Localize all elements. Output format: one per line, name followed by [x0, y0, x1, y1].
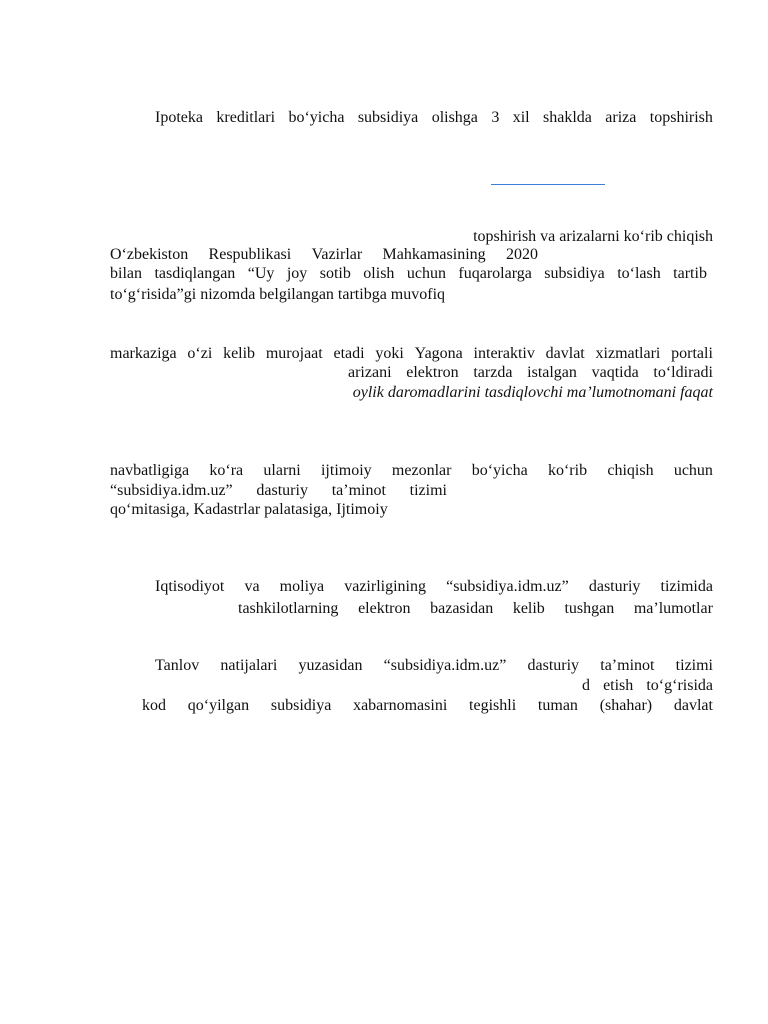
word: vazirligining [344, 578, 426, 595]
word: Mahkamasining [382, 246, 486, 263]
word: mezonlar [391, 462, 452, 479]
word: “Uy [247, 265, 275, 282]
word: sotib [319, 265, 351, 282]
word: “subsidiya.idm.uz” [383, 657, 507, 674]
word: kelib [512, 600, 545, 617]
word: 2020 [505, 246, 538, 263]
word: olish [363, 265, 395, 282]
word: bo‘yicha [288, 109, 345, 126]
word: Iqtisodiyot [155, 578, 225, 595]
word: dasturiy [256, 482, 308, 499]
section3-line2 [110, 481, 447, 501]
word: tarzda [473, 364, 513, 381]
word: tizimi [409, 482, 447, 499]
word: interaktiv [473, 345, 535, 362]
word: Ipoteka [155, 109, 203, 126]
word: ularni [263, 462, 301, 479]
word: shaklda [543, 109, 592, 126]
word: subsidiya [270, 697, 332, 714]
word: Respublikasi [208, 246, 292, 263]
word: 3 [491, 109, 500, 126]
word: dasturiy [527, 657, 580, 674]
word: fuqarolarga [458, 265, 532, 282]
word: bilan [110, 265, 142, 282]
section1-line2 [110, 245, 538, 265]
word: xizmatlari [595, 345, 661, 362]
word: arizani [348, 364, 392, 381]
word: moliya [279, 578, 325, 595]
word: davlat [545, 345, 585, 362]
word: (shahar) [599, 697, 653, 714]
section5-line2 [582, 676, 713, 696]
word: tizimida [660, 578, 713, 595]
word: Yagona [414, 345, 463, 362]
word: bo‘yicha [471, 462, 528, 479]
word: tuman [537, 697, 578, 714]
word: tartib [673, 265, 707, 282]
word: tizimi [675, 657, 713, 674]
word: o‘zi [187, 345, 213, 362]
section1-line1: topshirish va arizalarni ko‘rib chiqish [473, 228, 713, 245]
word: etish [603, 677, 634, 694]
word: subsidiya [544, 265, 605, 282]
word: “subsidiya.idm.uz” [110, 482, 233, 499]
word: olishga [431, 109, 478, 126]
word: ariza [605, 109, 637, 126]
section4-line1 [155, 577, 713, 597]
word: topshirish [649, 109, 713, 126]
word: chiqish [607, 462, 654, 479]
word: to‘g‘risida [646, 677, 713, 694]
word: to‘lash [617, 265, 661, 282]
word: “subsidiya.idm.uz” [446, 578, 569, 595]
word: elektron [358, 600, 411, 617]
word: tashkilotlarning [238, 600, 339, 617]
document-title-line [155, 108, 713, 128]
section2-line1 [110, 344, 713, 364]
word: to‘ldiradi [653, 364, 713, 381]
word: xabarnomasini [353, 697, 448, 714]
section3-line1 [110, 461, 713, 481]
word: yuzasidan [298, 657, 363, 674]
word: ko‘ra [209, 462, 244, 479]
word: natijalari [220, 657, 278, 674]
section2-line3: oylik daromadlarini tasdiqlovchi ma’lumotnomani faqat [352, 384, 713, 401]
word: murojaat [265, 345, 323, 362]
word: qo‘yilgan [187, 697, 250, 714]
word: uchun [673, 462, 713, 479]
word: kelib [223, 345, 256, 362]
word: ma’lumotlar [633, 600, 713, 617]
section1-line3 [110, 264, 707, 284]
word: navbatligiga [110, 462, 190, 479]
word: vaqtida [591, 364, 639, 381]
word: istalgan [527, 364, 577, 381]
word: yoki [375, 345, 404, 362]
word: davlat [673, 697, 713, 714]
word: elektron [406, 364, 459, 381]
word: subsidiya [357, 109, 419, 126]
word: xil [512, 109, 530, 126]
word: ko‘rib [547, 462, 588, 479]
word: tushgan [564, 600, 615, 617]
word: Vazirlar [311, 246, 363, 263]
word: kod [142, 697, 166, 714]
word: etadi [333, 345, 365, 362]
word: d [582, 677, 590, 694]
word: portali [671, 345, 713, 362]
word: markaziga [110, 345, 177, 362]
word: va [244, 578, 260, 595]
word: ta’minot [331, 482, 386, 499]
section2-line2 [348, 363, 713, 383]
word: Tanlov [155, 657, 200, 674]
word: bazasidan [430, 600, 494, 617]
word: dasturiy [588, 578, 641, 595]
section3-line3: qo‘mitasiga, Kadastrlar palatasiga, Ijtimoiy [110, 501, 388, 518]
word: uchun [406, 265, 446, 282]
hyperlink-underline[interactable] [491, 184, 605, 185]
section1-line4: to‘g‘risida”gi nizomda belgilangan tartibga muvofiq [110, 286, 446, 303]
section4-line2 [238, 599, 713, 619]
word: ta’minot [600, 657, 655, 674]
word: tegishli [469, 697, 517, 714]
section5-line3 [142, 696, 713, 716]
word: O‘zbekiston [110, 246, 189, 263]
section5-line1 [155, 656, 713, 676]
word: ijtimoiy [320, 462, 372, 479]
word: kreditlari [216, 109, 276, 126]
word: joy [286, 265, 308, 282]
word: tasdiqlangan [154, 265, 236, 282]
